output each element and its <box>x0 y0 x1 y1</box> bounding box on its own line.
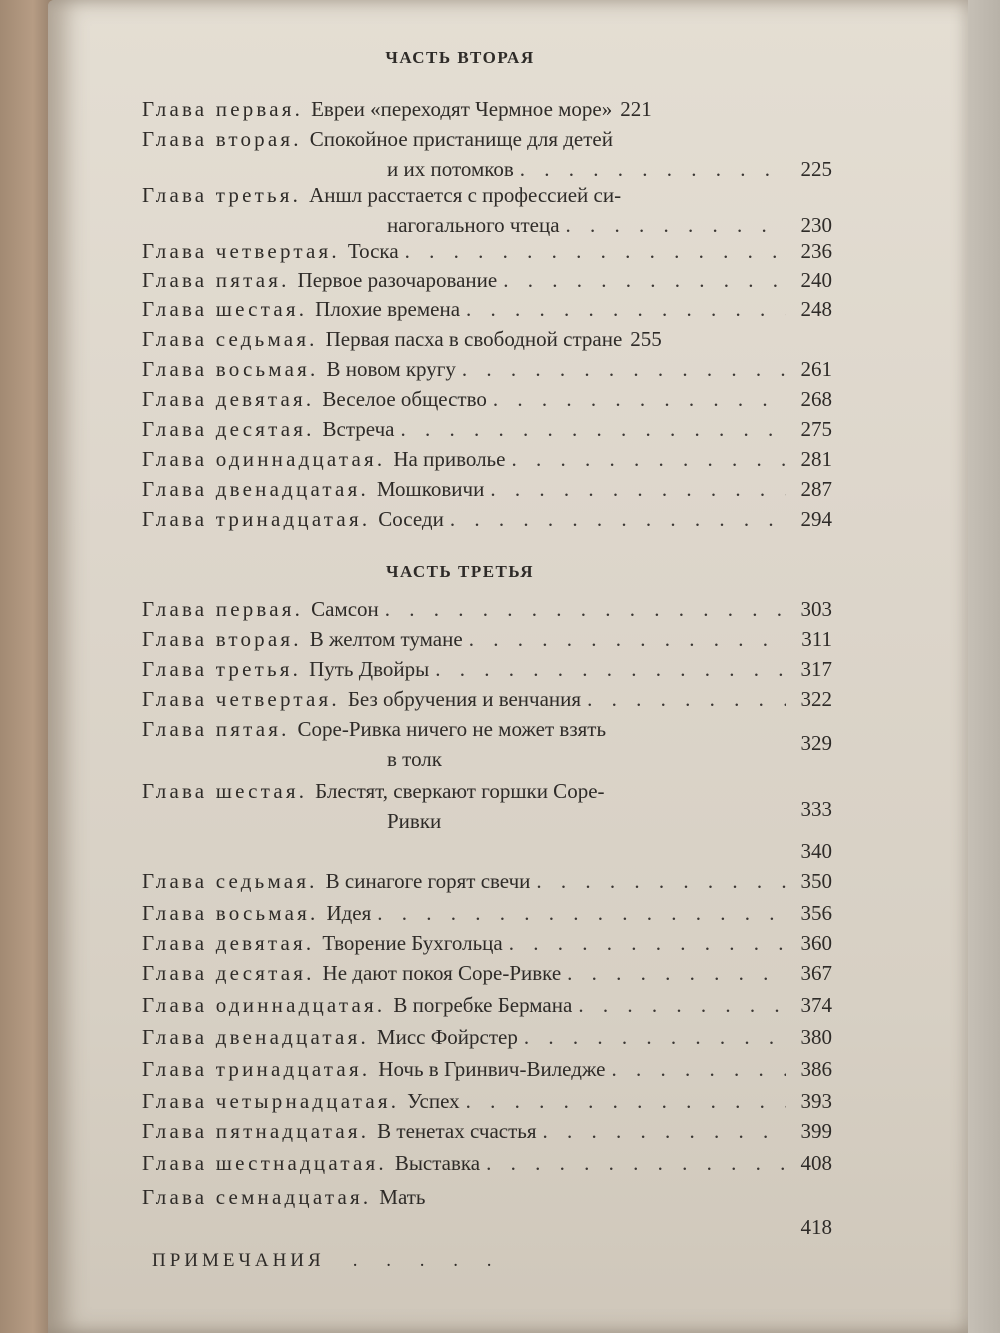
toc-entry <box>142 654 832 684</box>
chapter-title: В желтом тумане <box>309 627 463 651</box>
toc-entry <box>142 958 832 988</box>
chapter-title: Соре-Ривка ничего не может взять <box>297 717 607 741</box>
chapter-number: Глава девятая. <box>142 931 315 955</box>
chapter-title: Творение Бухгольца <box>322 931 503 955</box>
leader-dots: . . . . . <box>352 1250 504 1271</box>
toc-entry <box>142 414 832 444</box>
leader-dots <box>401 414 787 444</box>
chapter-title: Не дают покоя Соре-Ривке <box>322 961 562 985</box>
chapter-title: В синагоге горят свечи <box>325 869 531 893</box>
leader-dots <box>490 474 786 504</box>
page-number: 356 <box>800 901 832 925</box>
chapter-number: Глава пятнадцатая. <box>142 1119 370 1143</box>
toc-entry <box>142 1116 832 1146</box>
chapter-number: Глава седьмая. <box>142 327 318 351</box>
chapter-title: Плохие времена <box>315 297 461 321</box>
leader-dots <box>511 444 786 474</box>
toc-entry <box>142 684 832 714</box>
chapter-title: Без обручения и венчания <box>347 687 582 711</box>
toc-entry <box>142 1054 832 1084</box>
chapter-title: Ночь в Гринвич-Виледже <box>378 1057 606 1081</box>
toc-entry <box>142 474 832 504</box>
chapter-title: Идея <box>326 901 372 925</box>
toc-entry <box>142 324 832 354</box>
chapter-title: Самсон <box>311 597 379 621</box>
leader-dots <box>509 928 786 958</box>
chapter-title: Соседи <box>378 507 444 531</box>
page-number: 386 <box>800 1057 832 1081</box>
toc-entry <box>142 866 832 896</box>
page-number: 418 <box>800 1215 832 1239</box>
page-number: 221 <box>620 97 652 121</box>
chapter-title: Блестят, сверкают горшки Соре- <box>315 779 605 803</box>
page-number: 393 <box>800 1089 832 1113</box>
leader-dots <box>611 1054 786 1084</box>
toc-entry <box>142 624 832 654</box>
leader-dots <box>462 354 786 384</box>
chapter-number: Глава десятая. <box>142 961 315 985</box>
page-number: 294 <box>800 507 832 531</box>
toc-entry <box>142 898 832 928</box>
toc-entry <box>142 990 832 1020</box>
leader-dots <box>405 236 786 266</box>
page-number: 340 <box>800 839 832 863</box>
chapter-number: Глава восьмая. <box>142 357 319 381</box>
page-number: 236 <box>800 239 832 263</box>
toc-entry <box>142 1148 832 1178</box>
toc-entry <box>142 1022 832 1052</box>
chapter-number: Глава двенадцатая. <box>142 1025 369 1049</box>
chapter-title: В новом кругу <box>326 357 456 381</box>
chapter-title-continued: Ривки <box>387 809 442 833</box>
toc-entry <box>142 124 832 184</box>
leader-dots <box>536 866 786 896</box>
page-number: 329 <box>800 731 832 755</box>
notes-label: ПРИМЕЧАНИЯ <box>152 1250 325 1271</box>
chapter-title: Путь Двойры <box>309 657 430 681</box>
leader-dots <box>493 384 786 414</box>
toc-entry <box>142 776 832 836</box>
page-number: 240 <box>800 268 832 292</box>
leader-dots <box>587 684 786 714</box>
page-number: 311 <box>801 627 832 651</box>
page-number: 367 <box>800 961 832 985</box>
chapter-number: Глава третья. <box>142 657 302 681</box>
toc-entry <box>142 928 832 958</box>
chapter-title: Встреча <box>322 417 395 441</box>
leader-dots <box>578 990 786 1020</box>
chapter-number: Глава четвертая. <box>142 239 340 263</box>
page-number: 268 <box>800 387 832 411</box>
page-number: 225 <box>800 157 832 181</box>
leader-dots <box>435 654 786 684</box>
chapter-number: Глава шестнадцатая. <box>142 1151 387 1175</box>
chapter-title: Евреи «переходят Чермное море» <box>311 97 613 121</box>
toc-entry <box>142 94 832 124</box>
toc-entry <box>142 444 832 474</box>
leader-dots <box>377 898 786 928</box>
page-number: 281 <box>800 447 832 471</box>
chapter-number: Глава девятая. <box>142 387 315 411</box>
toc-entry <box>142 504 832 534</box>
page-number: 360 <box>800 931 832 955</box>
page-number: 408 <box>800 1151 832 1175</box>
chapter-title: Первая пасха в свободной стране <box>325 327 623 351</box>
chapter-number: Глава восьмая. <box>142 901 319 925</box>
chapter-title-continued: в толк <box>387 747 442 771</box>
toc-entry <box>142 836 832 866</box>
chapter-title-continued: и их потомков <box>387 157 514 181</box>
chapter-number: Глава двенадцатая. <box>142 477 369 501</box>
chapter-number: Глава тринадцатая. <box>142 507 371 531</box>
page-number: 287 <box>800 477 832 501</box>
chapter-title: Мать <box>379 1185 426 1209</box>
leader-dots <box>524 1022 786 1052</box>
chapter-number: Глава четырнадцатая. <box>142 1089 400 1113</box>
notes-entry <box>152 1250 852 1272</box>
chapter-number: Глава первая. <box>142 597 304 621</box>
chapter-title: Мошковичи <box>376 477 485 501</box>
chapter-number: Глава семнадцатая. <box>142 1185 372 1209</box>
toc-entry <box>142 714 832 774</box>
page-number: 350 <box>800 869 832 893</box>
leader-dots <box>503 265 786 295</box>
chapter-title: Первое разочарование <box>297 268 498 292</box>
page-number: 248 <box>800 297 832 321</box>
chapter-number: Глава пятая. <box>142 717 290 741</box>
chapter-title: На приволье <box>393 447 506 471</box>
chapter-number: Глава третья. <box>142 183 302 207</box>
chapter-number: Глава одиннадцатая. <box>142 447 386 471</box>
toc-entry <box>142 384 832 414</box>
page-number: 322 <box>800 687 832 711</box>
chapter-title: В погребке Бермана <box>393 993 573 1017</box>
chapter-title: Успех <box>407 1089 460 1113</box>
leader-dots <box>466 1086 786 1116</box>
toc-entry <box>142 354 832 384</box>
chapter-number: Глава одиннадцатая. <box>142 993 386 1017</box>
chapter-title: Выставка <box>394 1151 481 1175</box>
page-number: 333 <box>800 797 832 821</box>
chapter-number: Глава шестая. <box>142 297 308 321</box>
page-number: 380 <box>800 1025 832 1049</box>
toc-entry <box>142 265 832 295</box>
chapter-number: Глава седьмая. <box>142 869 318 893</box>
chapter-title: Тоска <box>347 239 399 263</box>
chapter-number: Глава вторая. <box>142 127 302 151</box>
chapter-title: Аншл расстается с профессией си- <box>309 183 622 207</box>
chapter-number: Глава десятая. <box>142 417 315 441</box>
leader-dots <box>385 594 786 624</box>
leader-dots <box>450 504 786 534</box>
leader-dots <box>469 624 786 654</box>
chapter-number: Глава шестая. <box>142 779 308 803</box>
page-number: 275 <box>800 417 832 441</box>
toc-entry <box>142 1086 832 1116</box>
chapter-title: Мисс Фойрстер <box>376 1025 518 1049</box>
leader-dots <box>567 958 786 988</box>
toc-entry <box>142 594 832 624</box>
toc-entry <box>142 294 832 324</box>
chapter-title-continued: нагогального чтеца <box>387 213 560 237</box>
chapter-number: Глава вторая. <box>142 627 302 651</box>
page-number: 374 <box>800 993 832 1017</box>
leader-dots <box>466 294 786 324</box>
chapter-number: Глава первая. <box>142 97 304 121</box>
chapter-title: Спокойное пристанище для детей <box>309 127 613 151</box>
page-number: 303 <box>800 597 832 621</box>
leader-dots <box>543 1116 786 1146</box>
toc-entry <box>142 180 832 240</box>
page-number: 399 <box>800 1119 832 1143</box>
leader-dots <box>486 1148 786 1178</box>
toc-entry <box>142 1182 832 1239</box>
part-two-heading: ЧАСТЬ ВТОРАЯ <box>385 48 535 67</box>
chapter-number: Глава пятая. <box>142 268 290 292</box>
page-number: 230 <box>800 213 832 237</box>
chapter-number: Глава четвертая. <box>142 687 340 711</box>
part-three-heading: ЧАСТЬ ТРЕТЬЯ <box>385 562 535 581</box>
chapter-number: Глава тринадцатая. <box>142 1057 371 1081</box>
toc-entry <box>142 236 832 266</box>
chapter-title: В тенетах счастья <box>377 1119 537 1143</box>
page-number: 261 <box>800 357 832 381</box>
chapter-title: Веселое общество <box>322 387 487 411</box>
page-number: 317 <box>800 657 832 681</box>
page-number: 255 <box>630 327 662 351</box>
